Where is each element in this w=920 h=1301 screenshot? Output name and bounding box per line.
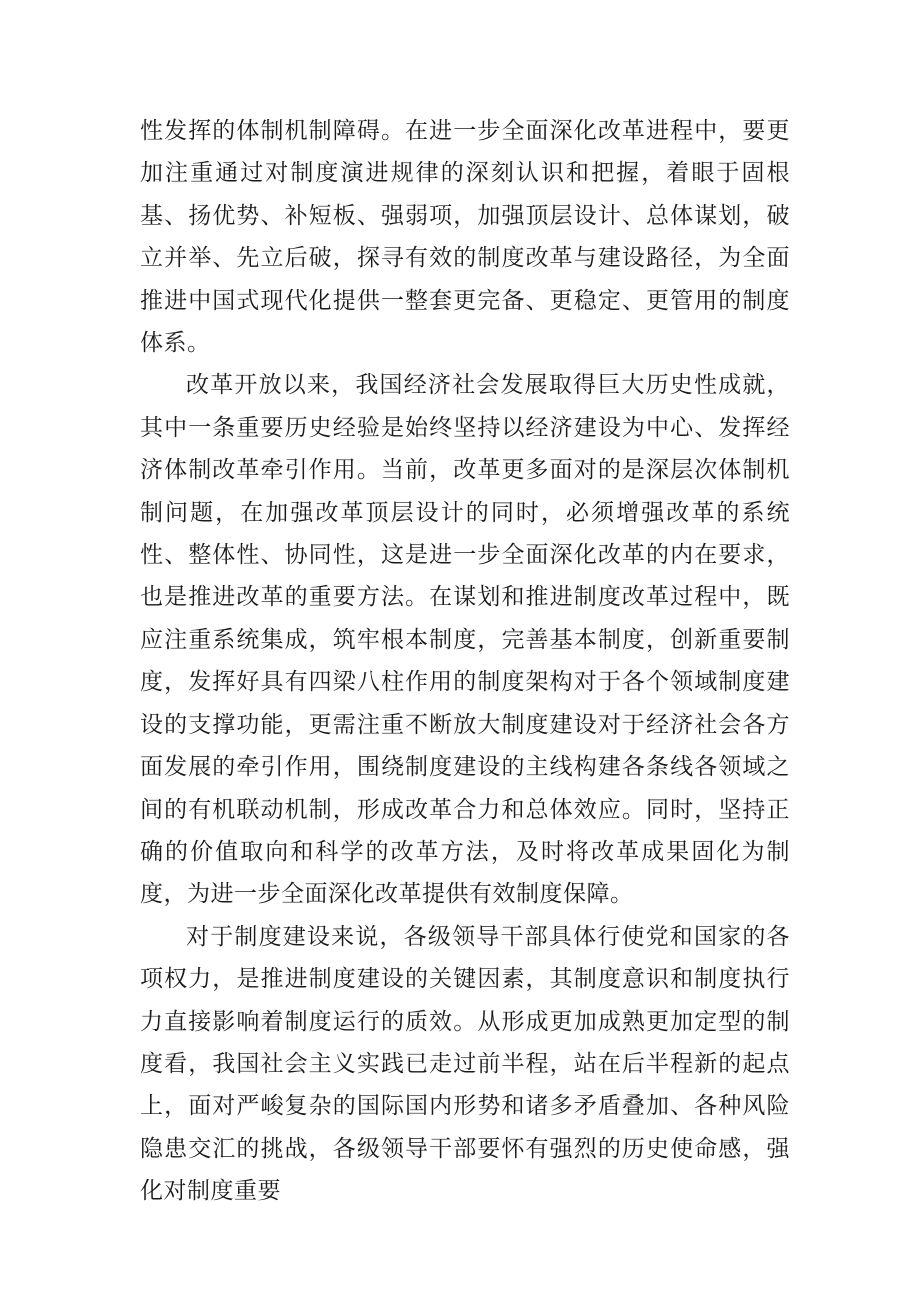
paragraph-3: 对于制度建设来说，各级领导干部具体行使党和国家的各项权力，是推进制度建设的关键因素，其制度意识和制度执行力直接影响着制度运行的质效。从形成更加成熟更加定型的制度看，我国社会主义实践已走过前半程，站在后半程新的起点上，面对严峻复杂的国际国内形势和诸多矛盾叠加、各种风险隐患交汇的挑战，各级领导干部要怀有强烈的历史使命感，强化对制度重要 [140,923,790,1205]
paragraph-1: 性发挥的体制机制障碍。在进一步全面深化改革进程中，要更加注重通过对制度演进规律的深刻认识和把握，着眼于固根基、扬优势、补短板、强弱项，加强顶层设计、总体谋划，破立并举、先立后破，探寻有效的制度改革与建设路径，为全面推进中国式现代化提供一整套更完备、更稳定、更管用的制度体系。 [140,118,790,357]
document-body [140,110,790,1213]
paragraph-2: 改革开放以来，我国经济社会发展取得巨大历史性成就，其中一条重要历史经验是始终坚持以经济建设为中心、发挥经济体制改革牵引作用。当前，改革更多面对的是深层次体制机制问题，在加强改革顶层设计的同时，必须增强改革的系统性、整体性、协同性，这是进一步全面深化改革的内在要求，也是推进改革的重要方法。在谋划和推进制度改革过程中，既应注重系统集成，筑牢根本制度，完善基本制度，创新重要制度，发挥好具有四梁八柱作用的制度架构对于各个领域制度建设的支撑功能，更需注重不断放大制度建设对于经济社会各方面发展的牵引作用，围绕制度建设的主线构建各条线各领域之间的有机联动机制，形成改革合力和总体效应。同时，坚持正确的价值取向和科学的改革方法，及时将改革成果固化为制度，为进一步全面深化改革提供有效制度保障。 [140,372,790,908]
